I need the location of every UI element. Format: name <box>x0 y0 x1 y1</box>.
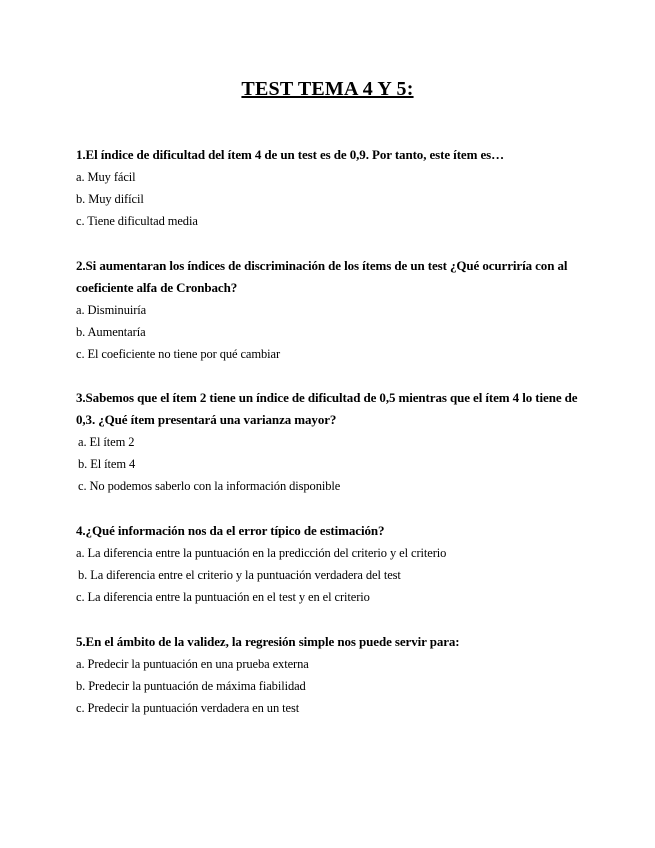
options-list <box>76 653 596 719</box>
option-b: b. El ítem 4 <box>78 457 136 471</box>
question-2 <box>76 255 596 365</box>
page-title: TEST TEMA 4 Y 5: <box>241 78 414 100</box>
question-text: 3.Sabemos que el ítem 2 tiene un índice de dificultad de 0,5 mientras que el ítem 4 lo tiene de 0,3. ¿Qué ítem presentará una varianza mayor? <box>76 390 578 427</box>
option-b: b. Predecir la puntuación de máxima fiabilidad <box>76 679 306 693</box>
question-text: 2.Si aumentaran los índices de discriminación de los ítems de un test ¿Qué ocurriría con al coeficiente alfa de Cronbach? <box>76 258 568 295</box>
option-a: a. Disminuiría <box>76 303 147 317</box>
option-c: c. Tiene dificultad media <box>76 214 198 228</box>
question-text: 1.El índice de dificultad del ítem 4 de un test es de 0,9. Por tanto, este ítem es… <box>76 147 505 162</box>
option-b: b. La diferencia entre el criterio y la puntuación verdadera del test <box>78 568 401 582</box>
question-text: 5.En el ámbito de la validez, la regresión simple nos puede servir para: <box>76 634 460 649</box>
question-text: 4.¿Qué información nos da el error típico de estimación? <box>76 523 385 538</box>
question-3 <box>76 387 596 497</box>
option-a: a. La diferencia entre la puntuación en la predicción del criterio y el criterio <box>76 546 447 560</box>
option-c: c. El coeficiente no tiene por qué cambiar <box>76 347 281 361</box>
option-a: a. Predecir la puntuación en una prueba externa <box>76 657 309 671</box>
option-c: c. La diferencia entre la puntuación en el test y en el criterio <box>76 590 370 604</box>
question-4 <box>76 520 596 608</box>
option-c: c. No podemos saberlo con la información disponible <box>78 479 341 493</box>
option-c: c. Predecir la puntuación verdadera en un test <box>76 701 300 715</box>
option-a: a. El ítem 2 <box>78 435 135 449</box>
options-list <box>76 542 596 608</box>
options-list <box>76 166 596 232</box>
options-list <box>76 299 596 365</box>
option-b: b. Aumentaría <box>76 325 146 339</box>
option-b: b. Muy difícil <box>76 192 144 206</box>
question-1 <box>76 144 596 232</box>
options-list <box>76 431 596 497</box>
question-5 <box>76 631 596 719</box>
option-a: a. Muy fácil <box>76 170 136 184</box>
